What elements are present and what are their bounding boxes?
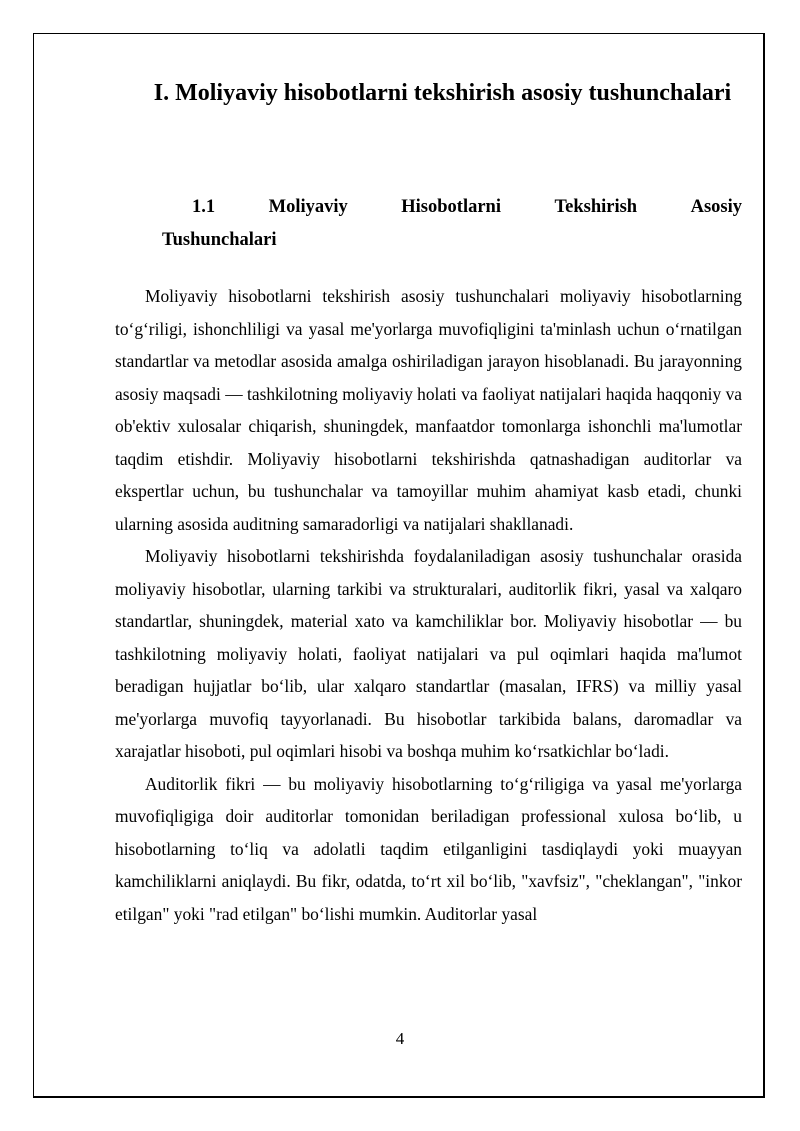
section-heading-second-line: Tushunchalari bbox=[162, 230, 277, 250]
body-text bbox=[115, 280, 742, 930]
paragraph: Moliyaviy hisobotlarni tekshirishda foydalaniladigan asosiy tushunchalar orasida moliyaviy hisobotlar, ularning tarkibi va strukturalari, auditorlik fikri, yasal va xalqaro standartlar, shuningdek, material xato va kamchiliklar bor. Moliyaviy hisobotlar — bu tashkilotning moliyaviy holati, faoliyat natijalari va pul oqimlari haqida ma'lumot beradigan hujjatlar bo‘lib, ular xalqaro standartlar (masalan, IFRS) va milliy yasal me'yorlarga muvofiq tayyorlanadi. Bu hisobotlar tarkibida balans, daromadlar va xarajatlar hisoboti, pul oqimlari hisobi va boshqa muhim ko‘rsatkichlar bo‘ladi. bbox=[115, 546, 742, 761]
paragraph: Moliyaviy hisobotlarni tekshirish asosiy tushunchalari moliyaviy hisobotlarning to‘g‘riligi, ishonchliligi va yasal me'yorlarga muvofiqligini ta'minlash uchun o‘rnatilgan standartlar va metodlar asosida amalga oshiriladigan jarayon hisoblanadi. Bu jarayonning asosiy maqsadi — tashkilotning moliyaviy holati va faoliyat natijalari haqida haqqoniy va ob'ektiv xulosalar chiqarish, shuningdek, manfaatdor tomonlarga ishonchli ma'lumotlar taqdim etishdir. Moliyaviy hisobotlarni tekshirishda qatnashadigan auditorlar va ekspertlar uchun, bu tushunchalar va tamoyillar muhim ahamiyat kasb etadi, chunki ularning asosida auditning samaradorligi va natijalari shakllanadi. bbox=[115, 286, 742, 534]
page-number: 4 bbox=[395, 1029, 405, 1048]
section-word: Hisobotlarni bbox=[401, 197, 501, 217]
section-heading-first-line bbox=[162, 191, 742, 224]
section-word: Tekshirish bbox=[554, 197, 638, 217]
chapter-title: I. Moliyaviy hisobotlarni tekshirish asosiy tushunchalari bbox=[153, 80, 732, 106]
section-heading bbox=[162, 191, 742, 257]
paragraph: Auditorlik fikri — bu moliyaviy hisobotlarning to‘g‘riligiga va yasal me'yorlarga muvofiqligiga doir auditorlar tomonidan beriladigan professional xulosa bo‘lib, u hisobotlarning to‘liq va adolatli taqdim etilganligini tasdiqlaydi yoki muayyan kamchiliklarni aniqlaydi. Bu fikr, odatda, to‘rt xil bo‘lib, "xavfsiz", "cheklangan", "inkor etilgan" yoki "rad etilgan" bo‘lishi mumkin. Auditorlar yasal bbox=[115, 773, 742, 924]
section-word: Asosiy bbox=[690, 197, 742, 217]
section-number: 1.1 bbox=[192, 197, 216, 217]
section-word: Moliyaviy bbox=[268, 197, 348, 217]
